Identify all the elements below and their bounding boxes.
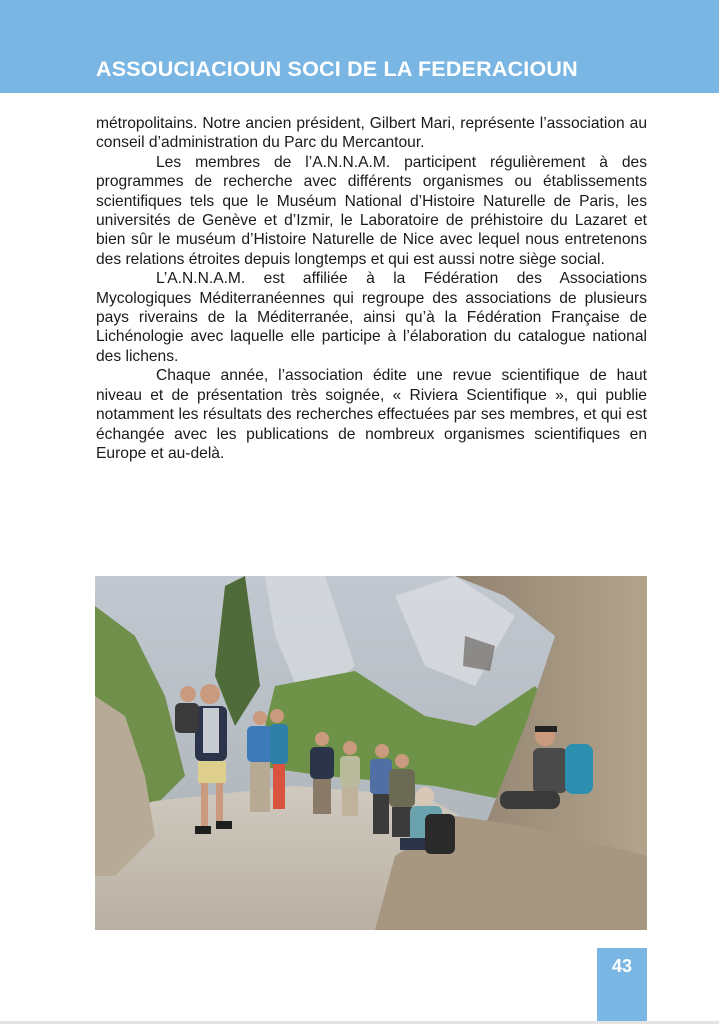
body-text	[96, 114, 647, 463]
page-number-box	[597, 948, 647, 1021]
paragraph-publication: Chaque année, l’association édite une revue scientifique de haut niveau et de présentation très soignée, « Riviera Scientifique », qui publie notamment les résultats des recherches effectuées par ses membres, et qui est échangée avec les publications de nombreux organismes scientifiques en Europe et au-delà.	[96, 367, 647, 462]
page-number: 43	[611, 956, 633, 976]
photo-illustration	[95, 576, 647, 930]
hiker	[247, 711, 273, 812]
paragraph-federation: L’A.N.N.A.M. est affiliée à la Fédération des Associations Mycologiques Méditerranéennes qui regroupe des associations de plusieurs pays riverains de la Méditerranée, ainsi qu’à la Fédération Française de Lichénologie avec laquelle elle participe à l’élaboration du catalogue national des lichens.	[96, 270, 647, 365]
page-header-band	[0, 0, 719, 93]
paragraph-continuation: métropolitains. Notre ancien président, Gilbert Mari, représente l’association au conseil d’administration du Parc du Mercantour.	[96, 115, 647, 152]
section-title: ASSOUCIACIOUN SOCI DE LA FEDERACIOUN	[96, 57, 578, 81]
paragraph-research: Les membres de l’A.N.N.A.M. participent régulièrement à des programmes de recherche avec différents organismes ou établissements scientifiques tels que le Muséum National d’Histoire Naturelle de Paris, les universités de Genève et d’Izmir, le Laboratoire de préhistoire du Lazaret et bien sûr le muséum d’Histoire Naturelle de Nice avec lequel nous entretenons des relations étroites depuis longtemps et qui est aussi notre siège social.	[96, 153, 647, 268]
group-hike-photo	[95, 576, 647, 930]
